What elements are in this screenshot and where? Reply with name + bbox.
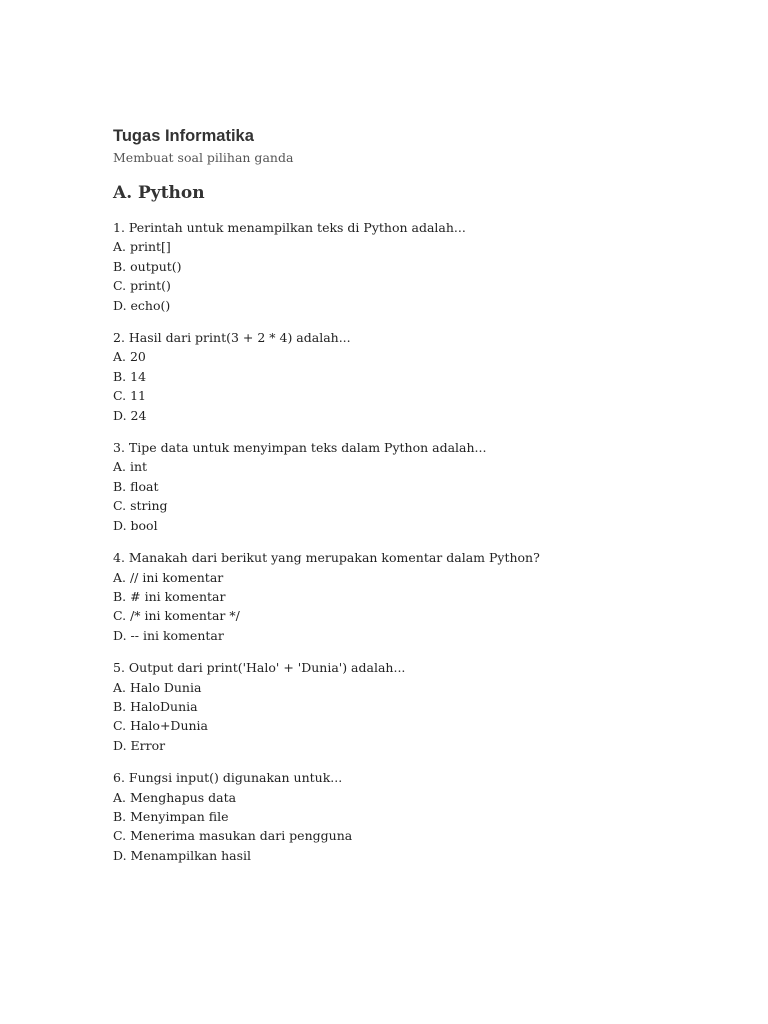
section-heading: A. Python	[113, 183, 205, 203]
question-item	[113, 218, 768, 315]
question-text: 4. Manakah dari berikut yang merupakan komentar dalam Python?	[113, 550, 540, 566]
question-text: 1. Perintah untuk menampilkan teks di Python adalah...	[113, 220, 466, 235]
answer-option: A. Menghapus data	[113, 789, 237, 805]
answer-option: B. Menyimpan file	[113, 808, 229, 824]
question-item	[113, 768, 768, 865]
question-list	[113, 218, 768, 865]
answer-option: A. 20	[113, 349, 146, 365]
answer-option: D. Menampilkan hasil	[113, 847, 252, 863]
question-item	[113, 548, 768, 645]
question-text: 5. Output dari print('Halo' + 'Dunia') adalah...	[113, 660, 406, 676]
question-text: 2. Hasil dari print(3 + 2 * 4) adalah...	[113, 330, 351, 346]
answer-option: B. 14	[113, 368, 147, 384]
answer-option: C. Menerima masukan dari pengguna	[113, 828, 353, 844]
question-text: 3. Tipe data untuk menyimpan teks dalam Python adalah...	[113, 440, 487, 456]
answer-option: C. /* ini komentar */	[113, 608, 240, 624]
question-item	[113, 438, 768, 535]
answer-option: A. // ini komentar	[113, 569, 224, 585]
answer-option: D. Error	[113, 737, 166, 753]
answer-option: D. echo()	[113, 297, 171, 313]
answer-option: A. int	[113, 459, 148, 475]
answer-option: D. bool	[113, 517, 158, 533]
answer-option: C. string	[113, 498, 168, 514]
document-title: Tugas Informatika	[113, 127, 254, 145]
answer-option: C. print()	[113, 278, 171, 294]
answer-option: A. print[]	[113, 239, 171, 255]
answer-option: A. Halo Dunia	[113, 679, 202, 695]
question-text: 6. Fungsi input() digunakan untuk...	[113, 770, 343, 786]
answer-option: B. output()	[113, 258, 182, 274]
document-subtitle: Membuat soal pilihan ganda	[113, 150, 294, 165]
answer-option: B. float	[113, 478, 159, 494]
answer-option: B. # ini komentar	[113, 588, 226, 604]
answer-option: C. 11	[113, 388, 146, 404]
answer-option: D. -- ini komentar	[113, 627, 224, 643]
question-item	[113, 328, 768, 425]
answer-option: B. HaloDunia	[113, 698, 198, 714]
answer-option: D. 24	[113, 407, 147, 423]
answer-option: C. Halo+Dunia	[113, 718, 208, 734]
question-item	[113, 658, 768, 755]
